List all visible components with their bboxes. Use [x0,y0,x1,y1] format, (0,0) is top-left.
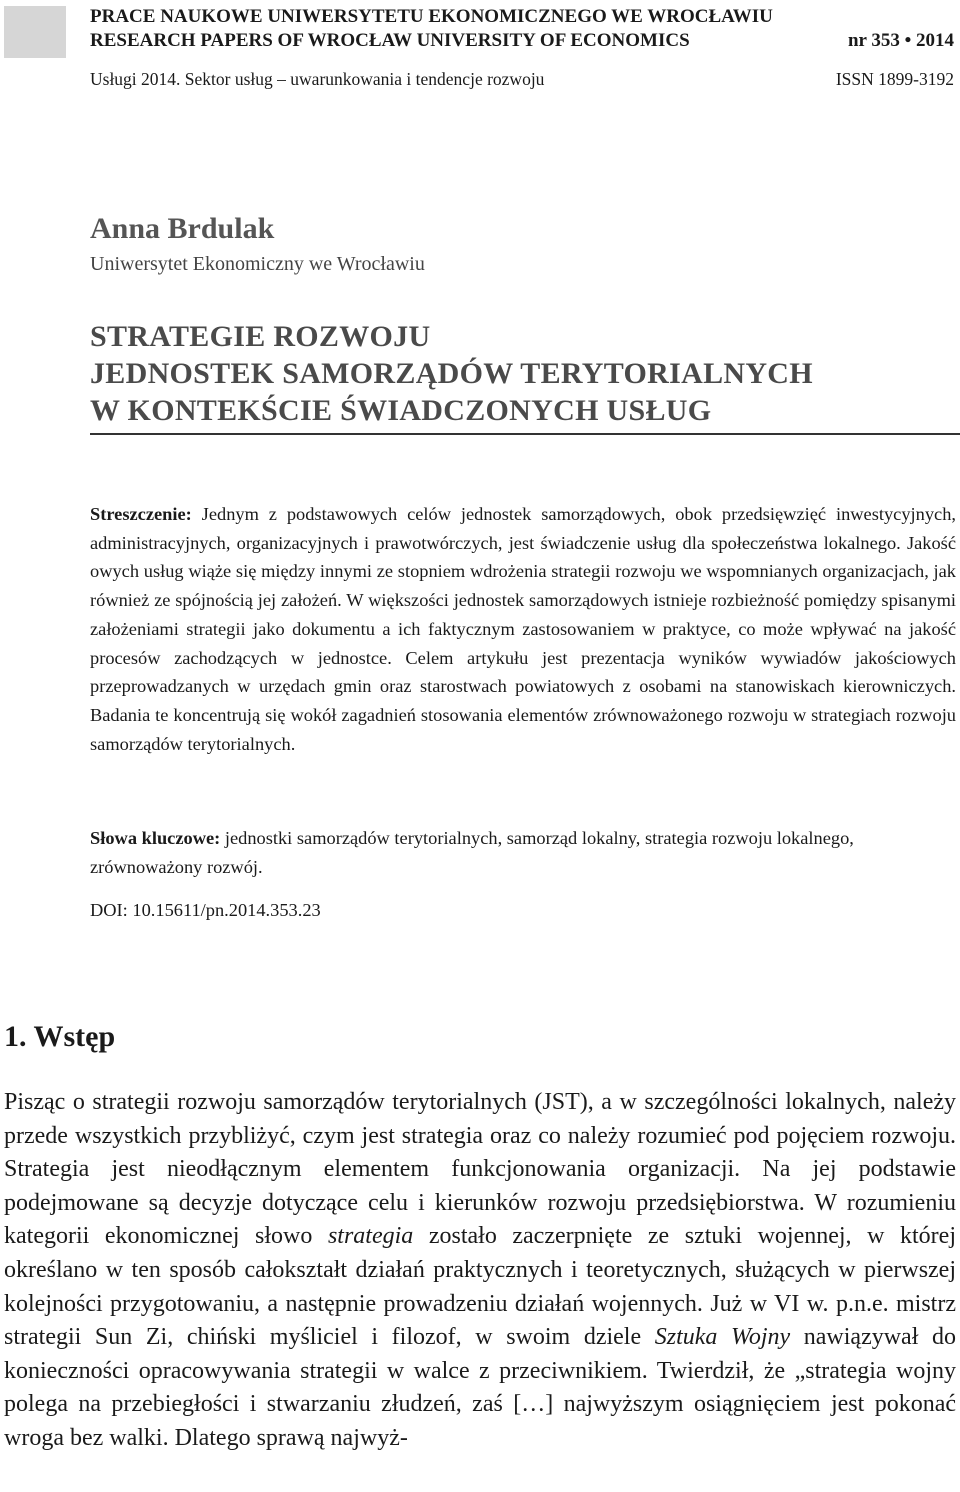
journal-name-polish: PRACE NAUKOWE UNIWERSYTETU EKONOMICZNEGO WE WROCŁAWIU [90,6,773,27]
title-divider [90,433,960,435]
section-heading: 1. Wstęp [4,1020,116,1053]
italic-title-sztuka-wojny: Sztuka Wojny [654,1324,791,1351]
journal-name-english-row [90,30,954,52]
author-name: Anna Brdulak [90,212,275,245]
issn: ISSN 1899-3192 [835,69,954,89]
body-paragraph [4,1086,956,1456]
article-title [90,318,950,429]
journal-logo-block [4,6,66,58]
series-title: Usługi 2014. Sektor usług – uwarunkowania i tendencje rozwoju [90,69,545,89]
title-line-3: W KONTEKŚCIE ŚWIADCZONYCH USŁUG [90,394,712,427]
paragraph-part-2: zostało zaczerpnięte ze sztuki wojennej, w której określano w ten sposób całokształt działań praktycznych i teoretycznych, służących w pierwszej kolejności przygotowaniu, a następnie prowadzeniu działań wojennych. Już w VI w. p.n.e. mistrz strategii Sun Zi, chiński myśliciel i filozof, w swoim dziele [4,1223,956,1351]
italic-term-strategia: strategia [327,1223,414,1250]
keywords [90,824,956,881]
issue-number: nr 353 • 2014 [847,30,954,51]
title-line-2: JEDNOSTEK SAMORZĄDÓW TERYTORIALNYCH [90,357,813,390]
paragraph-part-3: nawiązywał do konieczności opracowywania strategii w walce z przeciwnikiem. Twierdził, że „strategia wojny polega na przebiegłości i stwarzaniu złudzeń, zaś […] najwyższym osiągnięciem jest pokonać wroga bez walki. Dlatego sprawą najwyż- [4,1324,956,1451]
abstract [90,500,956,758]
keywords-text: jednostki samorządów terytorialnych, samorząd lokalny, strategia rozwoju lokalnego, zrównoważony rozwój. [90,828,854,877]
paragraph-part-1: Pisząc o strategii rozwoju samorządów terytorialnych (JST), a w szczególności lokalnych, należy przede wszystkich przybliżyć, czym jest strategia oraz co należy rozumieć pod pojęciem rozwoju. Strategia jest nieodłącznym elementem funkcjonowania organizacji. Na jej podstawie podejmowane są decyzje dotyczące celu i kierunków rozwoju przedsiębiorstwa. W rozumieniu kategorii ekonomicznej słowo [4,1089,956,1250]
abstract-text: Jednym z podstawowych celów jednostek samorządowych, obok przedsięwzięć inwestycyjnych, administracyjnych, organizacyjnych i prawotwórczych, jest świadczenie usług dla społeczeństwa lokalnego. Jakość owych usług wiąże się między innymi ze stopniem wdrożenia strategii rozwoju we wspomnianych organizacjach, jak również ze spójnością jej założeń. W większości jednostek samorządowych istnieje rozbieżność pomiędzy spisanymi założeniami strategii jako dokumentu a ich faktycznym zastosowaniem w praktyce, co może wpływać na jakość procesów zachodzących w jednostce. Celem artykułu jest prezentacja wyników wywiadów jakościowych przeprowadzanych w urzędach gmin oraz starostwach powiatowych z osobami na stanowiskach kierowniczych. Badania te koncentrują się wokół zagadnień stosowania elementów zrównoważonego rozwoju w strategiach rozwoju samorządów terytorialnych. [90,504,956,754]
abstract-label: Streszczenie: [90,504,192,524]
keywords-label: Słowa kluczowe: [90,828,221,848]
journal-name-english: RESEARCH PAPERS OF WROCŁAW UNIVERSITY OF ECONOMICS [90,30,690,51]
series-row [90,68,954,90]
author-affiliation: Uniwersytet Ekonomiczny we Wrocławiu [90,253,425,275]
doi: DOI: 10.15611/pn.2014.353.23 [90,900,321,920]
title-line-1: STRATEGIE ROZWOJU [90,320,431,353]
